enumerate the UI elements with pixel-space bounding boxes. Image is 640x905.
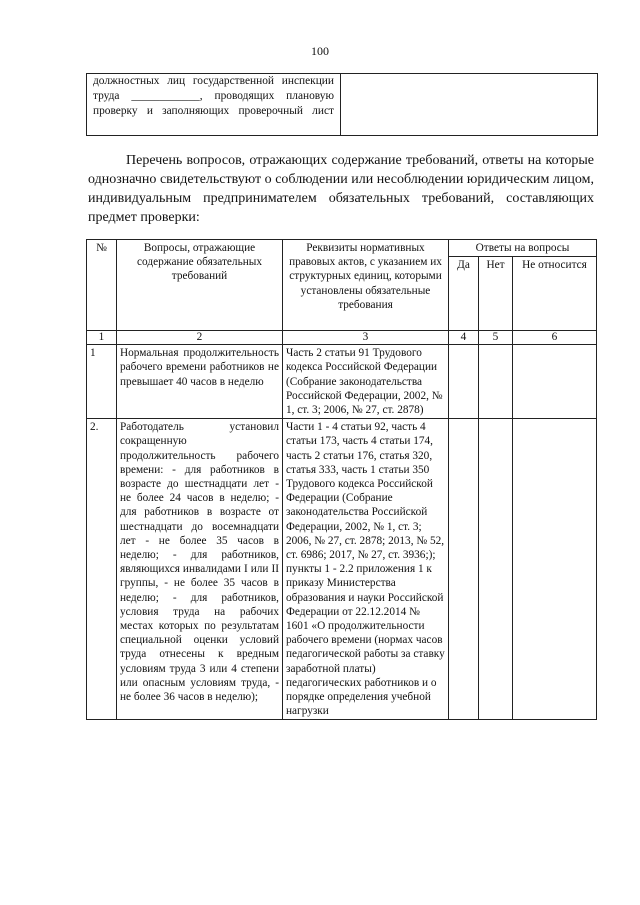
column-number: 6 [513, 331, 597, 345]
header-questions: Вопросы, отражающие содержание обязательных требований [117, 240, 283, 331]
inspector-info-value[interactable] [341, 74, 598, 136]
table-row [87, 419, 597, 720]
inspector-info-table [86, 73, 598, 136]
header-number: № [87, 240, 117, 331]
inspector-info-label: должностных лиц государственной инспекции труда ____________, проводящих плановую проверку и заполняющих проверочный лист [87, 74, 341, 136]
column-number: 5 [479, 331, 513, 345]
answer-no-cell[interactable] [479, 345, 513, 419]
column-number: 3 [283, 331, 449, 345]
header-no: Нет [479, 257, 513, 331]
answer-no-cell[interactable] [479, 419, 513, 720]
row-question: Работодатель установил сокращенную продолжительность рабочего времени: - для работников в возрасте до шестнадцати лет - не более 24 часов в неделю; - для работников в возрасте от шестнадцати до восемнадцати лет - не более 35 часов в неделю; - для работников, являющихся инвалидами I или II группы, - не более 35 часов в неделю; - для работников, условия труда на рабочих местах которых по результатам специальной оценки условий труда отнесены к вредным условиям труда 3 или 4 степени или опасным условиям труда, - не более 36 часов в неделю); [117, 419, 283, 720]
table-row [87, 345, 597, 419]
intro-paragraph: Перечень вопросов, отражающих содержание требований, ответы на которые однозначно свидетельствуют о соблюдении или несоблюдении юридическим лицом, индивидуальным предпринимателем обязательных требований, составляющих предмет проверки: [88, 153, 594, 225]
page-number: 100 [311, 44, 329, 58]
answer-not-applicable-cell[interactable] [513, 345, 597, 419]
answer-yes-cell[interactable] [449, 419, 479, 720]
header-yes: Да [449, 257, 479, 331]
row-requisites: Части 1 - 4 статьи 92, часть 4 статьи 173, часть 4 статьи 174, часть 2 статьи 176, статья 320, статья 333, часть 1 статьи 350 Трудового кодекса Российской Федерации (Собрание законодательства Российской Федерации, 2002, № 1, ст. 3; 2006, № 27, ст. 2878; 2013, № 52, ст. 6986; 2017, № 27, ст. 3936;); пункты 1 - 2.2 приложения 1 к приказу Министерства образования и науки Российской Федерации от 22.12.2014 № 1601 «О продолжительности рабочего времени (нормах часов педагогической работы за ставку заработной платы) педагогических работников и о порядке определения учебной нагрузки [283, 419, 449, 720]
answer-not-applicable-cell[interactable] [513, 419, 597, 720]
column-number: 2 [117, 331, 283, 345]
header-requisites: Реквизиты нормативных правовых актов, с указанием их структурных единиц, которыми установлены обязательные требования [283, 240, 449, 331]
row-number: 1 [87, 345, 117, 419]
header-not-applicable: Не относится [513, 257, 597, 331]
row-number: 2. [87, 419, 117, 720]
column-number: 4 [449, 331, 479, 345]
row-requisites: Часть 2 статьи 91 Трудового кодекса Российской Федерации (Собрание законодательства Российской Федерации, 2002, № 1, ст. 3; 2006, № 27, ст. 2878) [283, 345, 449, 419]
header-answers: Ответы на вопросы [449, 240, 597, 257]
checklist-table [86, 239, 597, 720]
column-number: 1 [87, 331, 117, 345]
answer-yes-cell[interactable] [449, 345, 479, 419]
row-question: Нормальная продолжительность рабочего времени работников не превышает 40 часов в неделю [117, 345, 283, 419]
